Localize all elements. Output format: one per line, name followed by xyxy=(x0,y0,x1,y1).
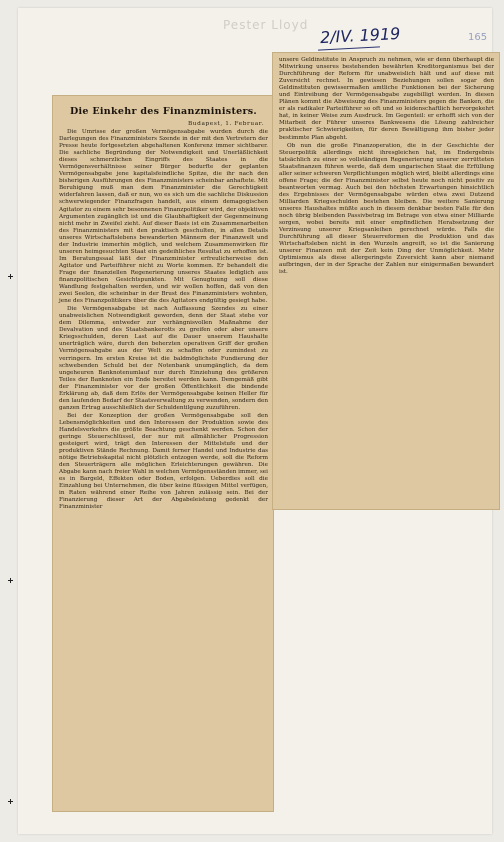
faded-stamp: Pester Lloyd xyxy=(223,18,309,32)
article-paragraph: Die Vermögensabgabe ist nach Auffassung Szendes zu einer unabweislichen Notwendigkeit geworden, denn der Staat stehe vor dem Dilemma, entweder zur verhängnisvollen Maßnahme der Devalvation und des Staatsbankerotts zu greifen oder aber unsere Kriegsschulden, deren Last auf die Dauer unserem Haushalte unerträglich wäre, durch den beherzten operativen Griff der großen Vermögensabgabe aus der Welt zu schaffen oder zumindest zu verringern. Im ersten Kreise ist die baldmöglichste Fundierung der schwebenden Schuld bei der Notenbank unumgänglich, da dem ungeheuren Banknotenumlauf nur durch Einziehung des größeren Teiles der Banknoten ein Ende bereitet werden kann. Demgemäß gibt der Finanzminister vor der großen Öffentlichkeit die bindende Erklärung ab, daß dem Erlös der Vermögensabgabe keinen Heller für den laufenden Bedarf der Staatsverwaltung zu verwenden, sondern den ganzen Ertrag ausschließlich der Schuldentilgung zuzuführen. xyxy=(59,306,268,411)
punch-mark-icon xyxy=(8,578,13,583)
article-column-left xyxy=(53,96,273,512)
punch-mark-icon xyxy=(8,274,13,279)
article-headline: Die Einkehr des Finanzministers. xyxy=(69,106,258,117)
handwritten-date: 2/IV. 1919 xyxy=(319,23,401,48)
article-paragraph: Die Umrisse der großen Vermögensabgabe wurden durch die Darlegungen des Finanzministers Szende in der mit den Vertretern der Presse heute fortgesetzten abgehaltenen Konferenz immer sichtbarer. Die sachliche Begründung der Notwendigkeit und Unerläßlichkeit dieses schmerzlichen Eingriffs des Staates in die Vermögensverhältnisse seiner Bürger bedurfte der geplanten Vermögensabgabe jene kapitalsfeindliche Spitze, die ihr nach den bisherigen Ausführungen des Finanzministers scheinbar anhaftete. Mit Beruhigung muß man dem Finanzminister die Gerechtigkeit widerfahren lassen, daß er nun, wo es sich um die sachliche Diskussion schwerwiegender Finanzfragen handelt, aus einem demagogischen Agitator zu einem sehr besonnenen Finanzpolitiker wird, der objektiven Argumenten zugänglich ist und die Glaubhaftigkeit der Gegenmeinung nicht mehr in Zweifel zieht. Auf dieser Basis ist ein Zusammenarbeiten des Finanzministers mit den praktisch geschulten, in allen Details unseres Wirtschaftslebens bewanderten Männern der Finanzwelt und der Industrie immerhin möglich, und welchem Zusammenwirken für unseren heimgesuchten Staat ein gedeihliches Resultat zu erhoffen ist. Im Beratungssaal läßt der Finanzminister erfreulicherweise den Agitator und Parteiführer nicht zu Worte kommen. Er behandelt die Frage der finanziellen Regenerierung unseres Staates lediglich aus finanzpolitischen Gesichtspunkten. Mit Genugtuung soll diese Wandlung festgehalten werden, und wir wollen hoffen, daß von den zwei Seelen, die scheinbar in der Brust des Finanzministers wohnten, jene des Finanzpolitikers über die des Agitators endgültig gesiegt habe. xyxy=(59,129,268,305)
article-column-right xyxy=(273,53,499,276)
punch-mark-icon xyxy=(8,799,13,804)
article-paragraph: Bei der Konzeption der großen Vermögensabgabe soll den Lebensmöglichkeiten und den Interessen der Produktion sowie des Handelsverkehrs die größte Beachtung geschenkt werden. Schon der geringe Steuerschlüssel, der nur mit allmählicher Progression gesteigert wird, trägt den Interessen der Mittelstufe und der produktiven Stände Rechnung. Damit ferner Handel und Industrie das nötige Betriebskapital nicht plötzlich entzogen werde, soll die Reform den Steuerträgern alle möglichen Erleichterungen gewähren. Die Abgabe kann nach freier Wahl in welchen Vermögensständen immer, sei es in Bargeld, Effekten oder Boden, erfolgen. Ueberdies soll die Einzahlung bei Unternehmen, die über keine flüssigen Mittel verfügen, in Raten während einer Reihe von Jahren zulässig sein. Bei der Finanzierung dieser Art der Abgabeleistung gedenkt der Finanzminister xyxy=(59,412,268,511)
newspaper-clipping-left xyxy=(52,95,274,812)
newspaper-clipping-right xyxy=(272,52,500,510)
date-underline xyxy=(318,46,380,50)
article-paragraph: unsere Geldinstitute in Anspruch zu nehmen, wie er denn überhaupt die Mitwirkung unseres bestehenden bewährten Kreditorganismus bei der Durchführung der Reform für unabweislich hält und auf diese mit Zuversicht rechnet. In gewissen Beziehungen sollen sogar den Geldinstituten gewissermaßen amtliche Funktionen bei der Sicherung und Eintreibung der Vermögensabgabe zugebilligt werden. In diesen Plänen kommt die Abweisung des Finanzministers gegen die Banken, die er als radikaler Parteiführer so oft und so leidenschaftlich hervorgekehrt hat, in keiner Weise zum Ausdruck. Im Gegenteil: er erhofft sich von der Mitarbeit der Führer unseres Bankwesens die Lösung zahlreicher praktischer Schwierigkeiten, für deren Bewältigung ihm bisher jeder bestimmte Plan abgeht. xyxy=(279,57,494,141)
article-dateline: Budapest, 1. Februar. xyxy=(187,121,264,127)
article-paragraph: Ob nun die große Finanzoperation, die in der Geschichte der Steuerpolitik allerdings nicht ihresgleichen hat, im Endergebnis tatsächlich zu einer so vollständigen Regenerierung unserer zerrütteten Staatsfinanzen führen werde, daß dem ungarischen Staat die Erfüllung aller seiner schweren Verpflichtungen möglich wird, bleibt allerdings eine offene Frage; die der Finanzminister selbst heute noch nicht positiv zu beantworten vermag. Auch bei den höchsten Erwartungen hinsichtlich des Ergebnisses der Vermögensabgabe würden etwa zwei Dutzend Milliarden Kriegsschulden bestehen bleiben. Die weitere Sanierung unseres Haushaltes müßte auch in diesem denkbar besten Falle für den noch übrig bleibenden Passivbetrag im Betrage von etwa einer Milliarde sorgen, wobei bereits mit einer empfindlichen Herabsetzung der Verzinsung unserer Kriegsanleihen gerechnet würde. Falls die Durchführung all dieser Steuerreformen die Produktion und das Wirtschaftsleben nicht in den Wurzeln angreift, so ist die Sanierung unserer Finanzen mit der Zeit kein Ding der Unmöglichkeit. Mehr Optimismus als diese allergeringste Zuversicht kann aber niemand aufbringen, der in der Sprache der Zahlen nur einigermaßen bewandert ist. xyxy=(279,142,494,276)
page-number: 165 xyxy=(468,32,488,43)
